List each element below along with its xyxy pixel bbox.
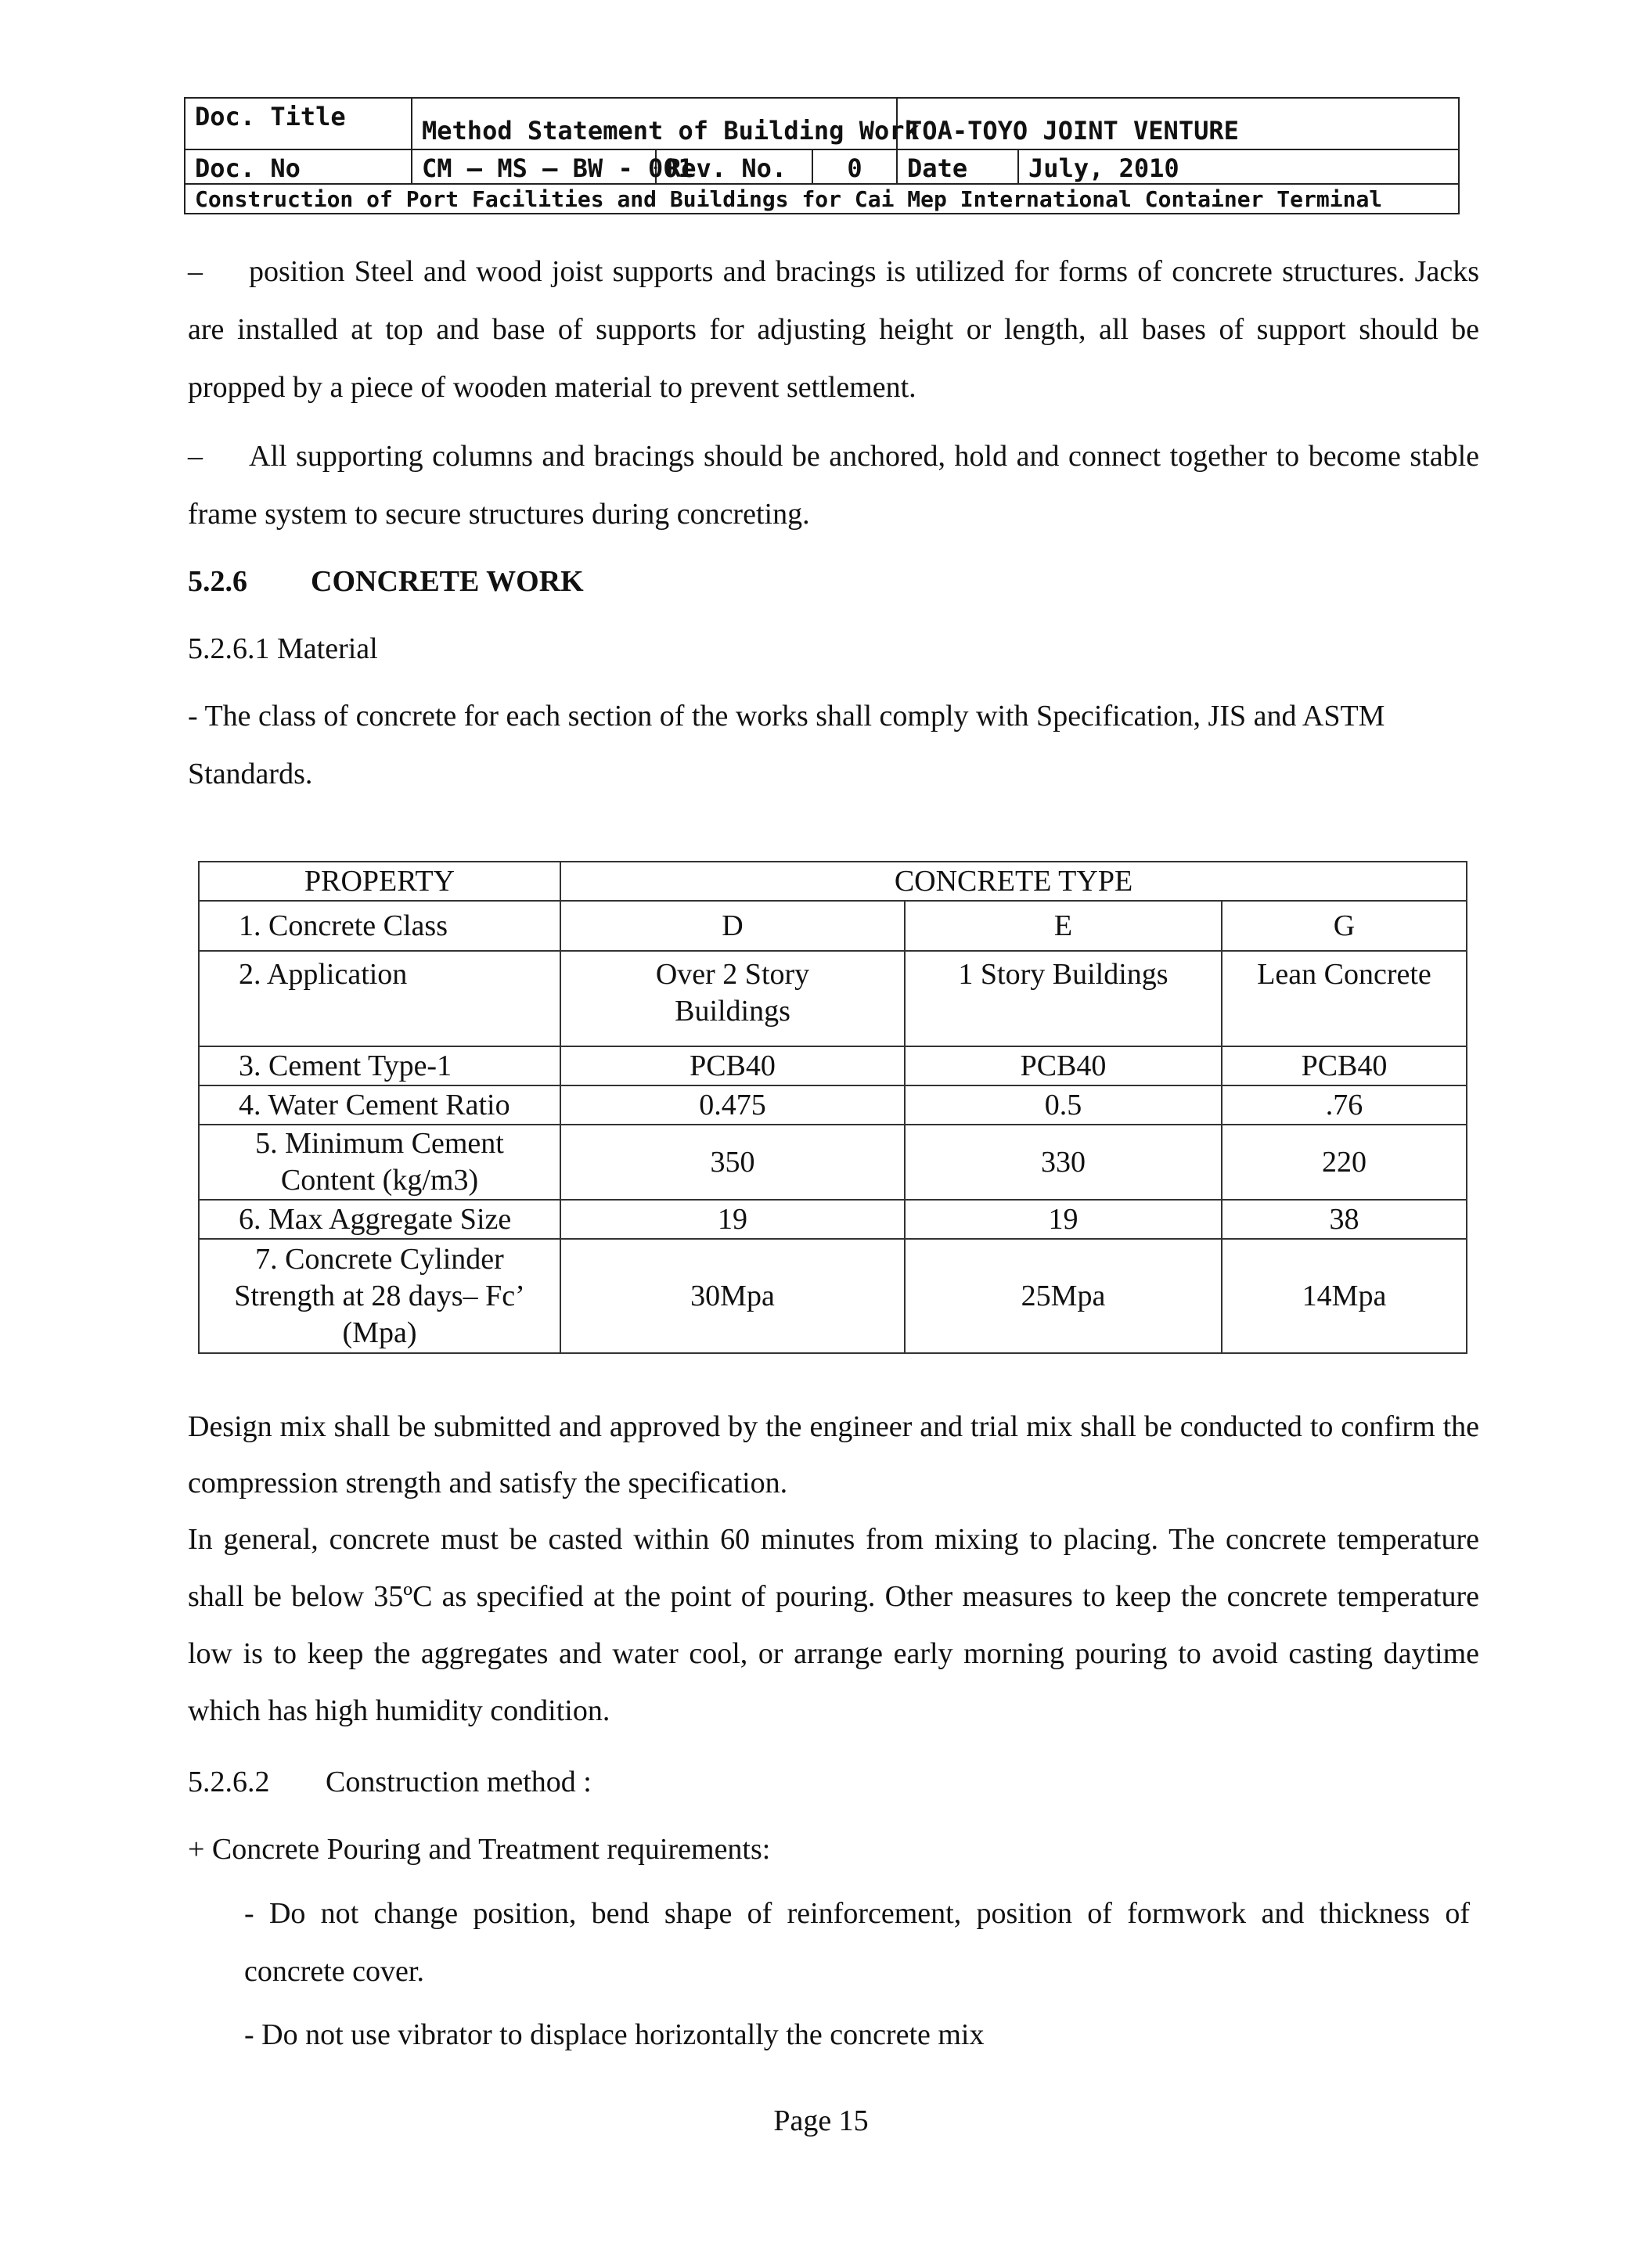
row-label: 2. Application	[199, 951, 560, 1046]
general-paragraph: In general, concrete must be casted within 60 minutes from mixing to placing. The concrete temperature shall be below 35ºC as specified at the point of pouring. Other measures to keep the concrete temperature low is to keep the aggregates and water cool, or arrange early morning pouring to avoid casting daytime which has high humidity condition.	[188, 1523, 1479, 1727]
table-row	[199, 1200, 1467, 1239]
table-row	[199, 1046, 1467, 1085]
cell-d: Over 2 Story Buildings	[560, 951, 905, 1046]
table-row	[199, 1239, 1467, 1353]
requirement-item: - Do not use vibrator to displace horizontally the concrete mix	[244, 2018, 985, 2051]
doc-title-label: Doc. Title	[185, 98, 412, 149]
doc-no-label: Doc. No	[185, 149, 412, 184]
subsection-title: Construction method :	[326, 1766, 592, 1798]
document-header	[184, 97, 1458, 214]
subsection-heading: 5.2.6.1 Material	[188, 632, 378, 665]
row-label: 4. Water Cement Ratio	[199, 1085, 560, 1125]
subsection-number: 5.2.6.2	[188, 1766, 270, 1798]
material-text: - The class of concrete for each section of the works shall comply with Specification, JIS and ASTM Standards.	[188, 700, 1385, 790]
intro-section	[188, 243, 1479, 543]
row-label: 1. Concrete Class	[199, 901, 560, 951]
cell-d: 30Mpa	[560, 1239, 905, 1353]
page-number: Page 15	[773, 2104, 869, 2137]
row-label: 7. Concrete Cylinder Strength at 28 days– Fc’ (Mpa)	[199, 1239, 560, 1353]
cell-e: 0.5	[905, 1085, 1222, 1125]
bullet-item	[188, 243, 1479, 416]
cell-e: 25Mpa	[905, 1239, 1222, 1353]
dash-marker: –	[188, 440, 203, 473]
cell-d: 0.475	[560, 1085, 905, 1125]
table-header-property: PROPERTY	[199, 862, 560, 901]
cell-e: 330	[905, 1125, 1222, 1200]
section-heading	[188, 553, 1479, 610]
cell-e: 19	[905, 1200, 1222, 1239]
project-name: Construction of Port Facilities and Buildings for Cai Mep International Container Terminal	[185, 184, 1459, 214]
table-row	[199, 1125, 1467, 1200]
cell-g: G	[1222, 901, 1467, 951]
doc-title-value: Method Statement of Building Work	[412, 98, 897, 149]
bullet-text: All supporting columns and bracings should be anchored, hold and connect together to become stable frame system to secure structures during concreting.	[188, 440, 1479, 531]
table-header-concrete-type: CONCRETE TYPE	[560, 862, 1467, 901]
doc-no-value: CM – MS – BW - 001	[412, 149, 656, 184]
row-label: 5. Minimum Cement Content (kg/m3)	[199, 1125, 560, 1200]
bullet-text: position Steel and wood joist supports and bracings is utilized for forms of concrete structures. Jacks are installed at top and base of supports for adjusting height or length, all bases of support should be propped by a piece of wooden material to prevent settlement.	[188, 255, 1479, 404]
row-label: 6. Max Aggregate Size	[199, 1200, 560, 1239]
cell-g: 14Mpa	[1222, 1239, 1467, 1353]
cell-e: E	[905, 901, 1222, 951]
cell-g: .76	[1222, 1085, 1467, 1125]
cell-d: 350	[560, 1125, 905, 1200]
concrete-property-table	[198, 861, 1466, 1354]
cell-d: D	[560, 901, 905, 951]
subsection-heading-2	[188, 1753, 1479, 1811]
section-number: 5.2.6	[188, 565, 247, 598]
company-name: TOA-TOYO JOINT VENTURE	[897, 98, 1459, 149]
bullet-item	[188, 427, 1479, 543]
rev-value: 0	[812, 149, 897, 184]
rev-label: Rev. No.	[656, 149, 812, 184]
date-value: July, 2010	[1018, 149, 1459, 184]
cell-g: 220	[1222, 1125, 1467, 1200]
row-label: 3. Cement Type-1	[199, 1046, 560, 1085]
cell-g: 38	[1222, 1200, 1467, 1239]
cell-d: PCB40	[560, 1046, 905, 1085]
dash-marker: –	[188, 255, 203, 288]
cell-g: PCB40	[1222, 1046, 1467, 1085]
cell-g: Lean Concrete	[1222, 951, 1467, 1046]
cell-d: 19	[560, 1200, 905, 1239]
table-row	[199, 1085, 1467, 1125]
table-row	[199, 901, 1467, 951]
section-title: CONCRETE WORK	[311, 565, 584, 598]
cell-e: 1 Story Buildings	[905, 951, 1222, 1046]
table-row	[199, 951, 1467, 1046]
requirement-item: - Do not change position, bend shape of reinforcement, position of formwork and thickness of concrete cover.	[244, 1897, 1470, 1988]
plus-item: + Concrete Pouring and Treatment requirements:	[188, 1833, 771, 1866]
date-label: Date	[897, 149, 1018, 184]
design-mix-paragraph: Design mix shall be submitted and approved by the engineer and trial mix shall be conducted to confirm the compression strength and satisfy the specification.	[188, 1410, 1479, 1499]
cell-e: PCB40	[905, 1046, 1222, 1085]
